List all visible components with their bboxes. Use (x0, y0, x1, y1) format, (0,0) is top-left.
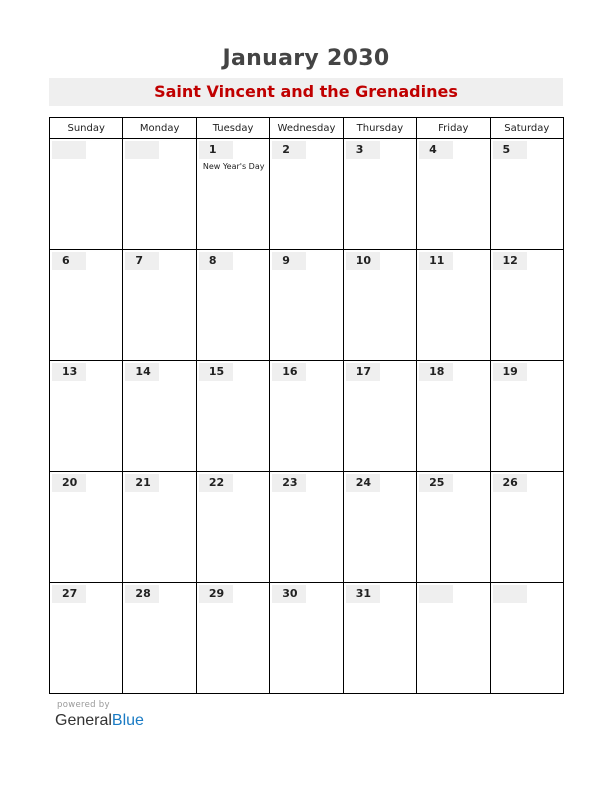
day-cell[interactable] (270, 583, 343, 694)
calendar-grid (49, 117, 564, 694)
day-cell[interactable] (490, 250, 563, 361)
day-cell[interactable] (50, 472, 123, 583)
day-number: 3 (346, 141, 380, 159)
empty-day-tab (125, 141, 159, 159)
day-cell[interactable] (123, 250, 196, 361)
day-cell[interactable] (50, 139, 123, 250)
day-number: 31 (346, 585, 380, 603)
day-cell[interactable] (196, 139, 269, 250)
day-number: 19 (493, 363, 527, 381)
day-number: 9 (272, 252, 306, 270)
weekday-sunday: Sunday (50, 118, 123, 139)
day-cell[interactable] (343, 139, 416, 250)
day-cell[interactable] (417, 472, 490, 583)
empty-day-tab (52, 141, 86, 159)
weekday-header-row (50, 118, 564, 139)
day-cell[interactable] (343, 361, 416, 472)
day-number: 21 (125, 474, 159, 492)
day-number: 28 (125, 585, 159, 603)
day-number: 11 (419, 252, 453, 270)
day-cell[interactable] (417, 583, 490, 694)
day-number: 24 (346, 474, 380, 492)
day-cell[interactable] (270, 472, 343, 583)
day-cell[interactable] (270, 361, 343, 472)
calendar-title: January 2030 (222, 46, 390, 71)
week-row (50, 583, 564, 694)
day-number: 23 (272, 474, 306, 492)
day-cell[interactable] (196, 250, 269, 361)
week-row (50, 250, 564, 361)
weekday-saturday: Saturday (490, 118, 563, 139)
brand-general: General (55, 712, 112, 729)
day-number: 4 (419, 141, 453, 159)
day-cell[interactable] (490, 583, 563, 694)
week-row (50, 361, 564, 472)
day-cell[interactable] (123, 361, 196, 472)
country-name: Saint Vincent and the Grenadines (49, 78, 563, 106)
weekday-thursday: Thursday (343, 118, 416, 139)
day-cell[interactable] (490, 472, 563, 583)
day-cell[interactable] (343, 583, 416, 694)
powered-by-label: powered by (57, 700, 110, 710)
day-cell[interactable] (50, 361, 123, 472)
day-cell[interactable] (343, 250, 416, 361)
day-cell[interactable] (196, 472, 269, 583)
calendar-body (50, 139, 564, 694)
weekday-friday: Friday (417, 118, 490, 139)
empty-day-tab (493, 585, 527, 603)
brand-logo[interactable] (55, 712, 144, 730)
day-number: 1 (199, 141, 233, 159)
day-cell[interactable] (123, 583, 196, 694)
day-cell[interactable] (50, 250, 123, 361)
brand-blue: Blue (111, 712, 144, 729)
week-row (50, 139, 564, 250)
day-number: 17 (346, 363, 380, 381)
holiday-label: New Year's Day (202, 162, 265, 171)
day-number: 15 (199, 363, 233, 381)
day-cell[interactable] (417, 250, 490, 361)
day-number: 13 (52, 363, 86, 381)
day-cell[interactable] (270, 250, 343, 361)
day-cell[interactable] (490, 361, 563, 472)
day-cell[interactable] (270, 139, 343, 250)
empty-day-tab (419, 585, 453, 603)
day-number: 29 (199, 585, 233, 603)
day-cell[interactable] (417, 361, 490, 472)
day-cell[interactable] (196, 583, 269, 694)
day-number: 20 (52, 474, 86, 492)
day-cell[interactable] (417, 139, 490, 250)
day-number: 14 (125, 363, 159, 381)
week-row (50, 472, 564, 583)
day-number: 25 (419, 474, 453, 492)
weekday-wednesday: Wednesday (270, 118, 343, 139)
day-number: 7 (125, 252, 159, 270)
day-number: 22 (199, 474, 233, 492)
day-cell[interactable] (50, 583, 123, 694)
day-number: 18 (419, 363, 453, 381)
weekday-tuesday: Tuesday (196, 118, 269, 139)
day-number: 8 (199, 252, 233, 270)
day-number: 30 (272, 585, 306, 603)
day-number: 12 (493, 252, 527, 270)
day-number: 16 (272, 363, 306, 381)
day-number: 10 (346, 252, 380, 270)
day-cell[interactable] (196, 361, 269, 472)
weekday-monday: Monday (123, 118, 196, 139)
day-cell[interactable] (343, 472, 416, 583)
day-number: 26 (493, 474, 527, 492)
day-number: 27 (52, 585, 86, 603)
day-cell[interactable] (123, 472, 196, 583)
day-number: 6 (52, 252, 86, 270)
day-cell[interactable] (123, 139, 196, 250)
day-number: 5 (493, 141, 527, 159)
day-number: 2 (272, 141, 306, 159)
day-cell[interactable] (490, 139, 563, 250)
